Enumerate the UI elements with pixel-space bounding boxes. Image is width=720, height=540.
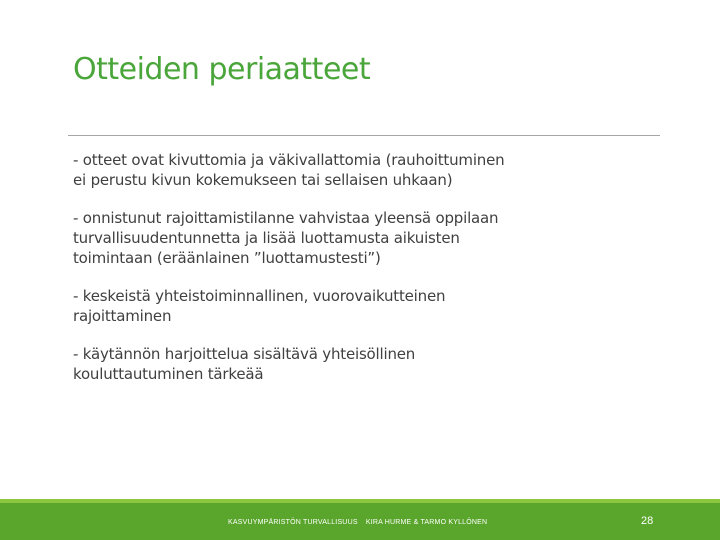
footer-authors: KIRA HURME & TARMO KYLLÖNEN [365,519,488,526]
paragraph-line: - otteet ovat kivuttomia ja väkivallattomia (rauhoittuminen [73,151,505,169]
footer-topic: KASVUYMPÄRISTÖN TURVALLISUUS [228,519,358,526]
title-divider [68,135,660,136]
paragraph-line: turvallisuudentunnetta ja lisää luottamusta aikuisten [73,229,460,247]
bullet-paragraph-1 [73,150,633,190]
bullet-paragraph-2 [73,208,633,268]
paragraph-line: ei perustu kivun kokemukseen tai sellaisen uhkaan) [73,171,453,189]
slide-content [73,150,633,402]
paragraph-line: kouluttautuminen tärkeää [73,365,264,383]
paragraph-line: toimintaan (eräänlainen ”luottamustesti”) [73,249,381,267]
footer-text [228,519,493,526]
bullet-paragraph-4 [73,344,633,384]
paragraph-line: rajoittaminen [73,307,172,325]
page-number: 28 [641,515,654,527]
paragraph-line: - keskeistä yhteistoiminnallinen, vuorovaikutteinen [73,287,446,305]
slide-title: Otteiden periaatteet [73,52,371,87]
bullet-paragraph-3 [73,286,633,326]
paragraph-line: - käytännön harjoittelua sisältävä yhteisöllinen [73,345,416,363]
paragraph-line: - onnistunut rajoittamistilanne vahvistaa yleensä oppilaan [73,209,499,227]
